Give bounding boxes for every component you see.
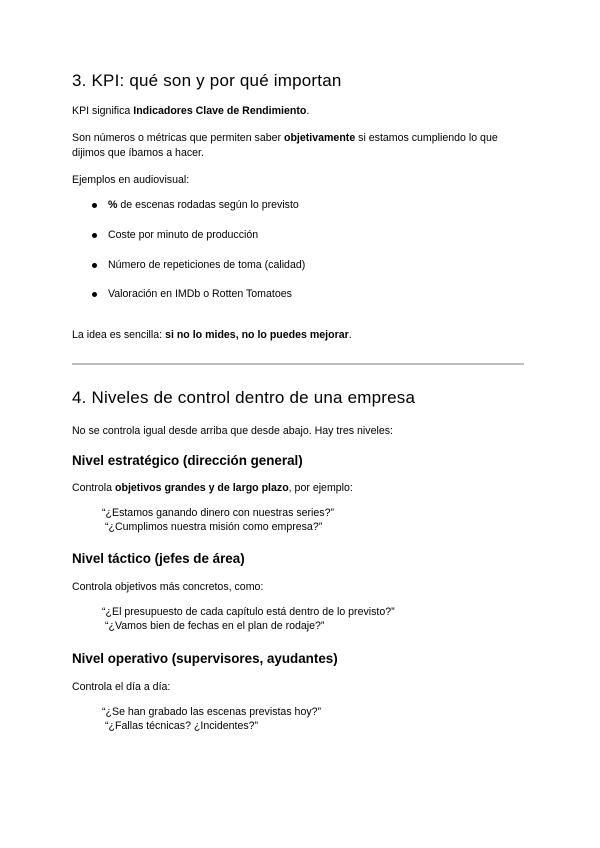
section-3-title: 3. KPI: qué son y por qué importan [72,71,342,90]
examples-label: Ejemplos en audiovisual: [72,174,190,186]
level-quote: “¿Cumplimos nuestra misión como empresa?” [105,521,323,533]
bullet-icon [92,292,97,297]
example-item [108,197,299,213]
level-quote: “¿Se han grabado las escenas previstas hoy?” [102,706,322,718]
kpi-description-text: Son números o métricas que permiten saber [72,132,284,144]
level-description-end: , por ejemplo: [288,482,353,494]
level-strategic-heading: Nivel estratégico (dirección general) [72,453,303,468]
kpi-description-bold: objetivamente [283,132,356,144]
level-quote: “¿El presupuesto de cada capítulo está dentro de lo previsto?” [102,606,395,618]
kpi-conclusion-text: La idea es sencilla: [72,329,166,341]
kpi-conclusion-bold: si no lo mides, no lo puedes mejorar [165,329,349,341]
example-item: Valoración en IMDb o Rotten Tomatoes [108,288,292,300]
bullet-icon [92,263,97,268]
level-operational-heading: Nivel operativo (supervisores, ayudantes) [72,651,338,666]
example-item-bold: % [108,199,118,211]
kpi-definition-text: KPI significa [72,105,134,117]
section-divider [72,363,524,365]
kpi-definition-bold: Indicadores Clave de Rendimiento [133,105,307,117]
bullet-icon [92,233,97,238]
level-description-text: Controla [72,482,115,494]
kpi-conclusion [72,327,352,343]
example-item-text: de escenas rodadas según lo previsto [117,199,299,211]
level-description-bold: objetivos grandes y de largo plazo [115,482,289,494]
kpi-description-end: si estamos cumpliendo lo que [355,132,498,144]
section-4-intro: No se controla igual desde arriba que desde abajo. Hay tres niveles: [72,425,393,437]
kpi-conclusion-end: . [348,329,352,341]
kpi-definition [72,103,309,119]
level-strategic-description [72,480,353,496]
kpi-description [72,130,498,146]
bullet-icon [92,203,97,208]
kpi-definition-end: . [306,105,310,117]
kpi-description-line2: dijimos que íbamos a hacer. [72,147,204,159]
level-tactical-description: Controla objetivos más concretos, como: [72,581,264,593]
section-4-title: 4. Niveles de control dentro de una empresa [72,388,416,407]
level-quote: “¿Estamos ganando dinero con nuestras series?” [102,507,335,519]
level-quote: “¿Fallas técnicas? ¿Incidentes?” [105,720,259,732]
level-operational-description: Controla el día a día: [72,681,171,693]
example-item: Coste por minuto de producción [108,229,259,241]
level-tactical-heading: Nivel táctico (jefes de área) [72,551,245,566]
level-quote: “¿Vamos bien de fechas en el plan de rodaje?” [105,620,325,632]
example-item: Número de repeticiones de toma (calidad) [108,259,306,271]
